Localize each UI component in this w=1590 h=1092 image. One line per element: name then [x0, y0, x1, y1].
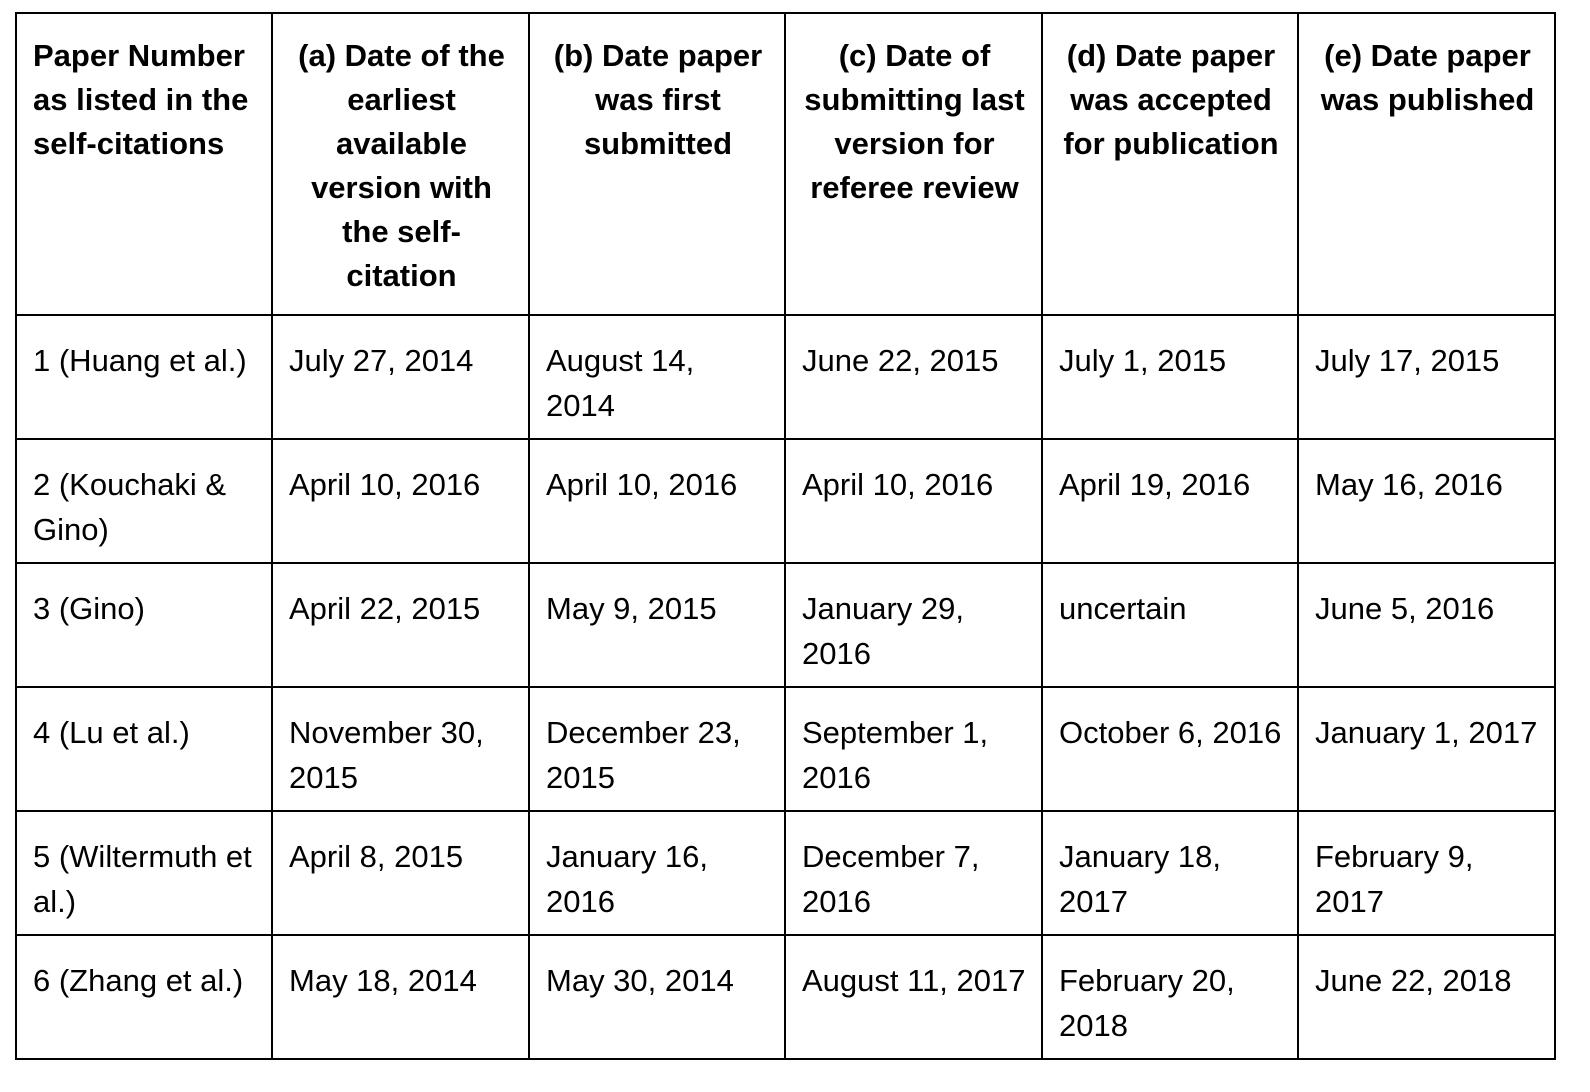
table-row	[16, 439, 1555, 563]
cell-first-submitted-date: December 23, 2015	[529, 687, 785, 811]
cell-last-version-date: September 1, 2016	[785, 687, 1042, 811]
cell-earliest-version-date: November 30, 2015	[272, 687, 529, 811]
table-header-row	[16, 13, 1555, 315]
cell-earliest-version-date: April 8, 2015	[272, 811, 529, 935]
self-citation-dates-table	[15, 12, 1556, 1060]
header-earliest-version-date: (a) Date of the earliest available version with the self-citation	[272, 13, 529, 315]
table-row	[16, 563, 1555, 687]
cell-accepted-date: April 19, 2016	[1042, 439, 1298, 563]
cell-accepted-date: July 1, 2015	[1042, 315, 1298, 439]
cell-earliest-version-date: April 10, 2016	[272, 439, 529, 563]
cell-first-submitted-date: April 10, 2016	[529, 439, 785, 563]
table-row	[16, 315, 1555, 439]
cell-published-date: February 9, 2017	[1298, 811, 1555, 935]
cell-published-date: July 17, 2015	[1298, 315, 1555, 439]
cell-first-submitted-date: January 16, 2016	[529, 811, 785, 935]
cell-published-date: June 22, 2018	[1298, 935, 1555, 1059]
header-paper-number: Paper Number as listed in the self-citations	[16, 13, 272, 315]
header-accepted-date: (d) Date paper was accepted for publication	[1042, 13, 1298, 315]
cell-earliest-version-date: May 18, 2014	[272, 935, 529, 1059]
table-row	[16, 935, 1555, 1059]
cell-earliest-version-date: April 22, 2015	[272, 563, 529, 687]
header-first-submitted-date: (b) Date paper was first submitted	[529, 13, 785, 315]
cell-accepted-date: February 20, 2018	[1042, 935, 1298, 1059]
cell-first-submitted-date: August 14, 2014	[529, 315, 785, 439]
cell-last-version-date: January 29, 2016	[785, 563, 1042, 687]
table-container	[15, 12, 1556, 1060]
cell-accepted-date: October 6, 2016	[1042, 687, 1298, 811]
cell-last-version-date: June 22, 2015	[785, 315, 1042, 439]
cell-paper-number: 4 (Lu et al.)	[16, 687, 272, 811]
cell-paper-number: 1 (Huang et al.)	[16, 315, 272, 439]
cell-published-date: January 1, 2017	[1298, 687, 1555, 811]
cell-last-version-date: December 7, 2016	[785, 811, 1042, 935]
cell-paper-number: 2 (Kouchaki & Gino)	[16, 439, 272, 563]
cell-paper-number: 3 (Gino)	[16, 563, 272, 687]
header-last-version-date: (c) Date of submitting last version for referee review	[785, 13, 1042, 315]
cell-published-date: May 16, 2016	[1298, 439, 1555, 563]
cell-paper-number: 5 (Wiltermuth et al.)	[16, 811, 272, 935]
cell-last-version-date: August 11, 2017	[785, 935, 1042, 1059]
table-row	[16, 687, 1555, 811]
cell-accepted-date: uncertain	[1042, 563, 1298, 687]
cell-first-submitted-date: May 30, 2014	[529, 935, 785, 1059]
cell-first-submitted-date: May 9, 2015	[529, 563, 785, 687]
cell-paper-number: 6 (Zhang et al.)	[16, 935, 272, 1059]
cell-published-date: June 5, 2016	[1298, 563, 1555, 687]
table-row	[16, 811, 1555, 935]
header-published-date: (e) Date paper was published	[1298, 13, 1555, 315]
cell-last-version-date: April 10, 2016	[785, 439, 1042, 563]
cell-earliest-version-date: July 27, 2014	[272, 315, 529, 439]
cell-accepted-date: January 18, 2017	[1042, 811, 1298, 935]
